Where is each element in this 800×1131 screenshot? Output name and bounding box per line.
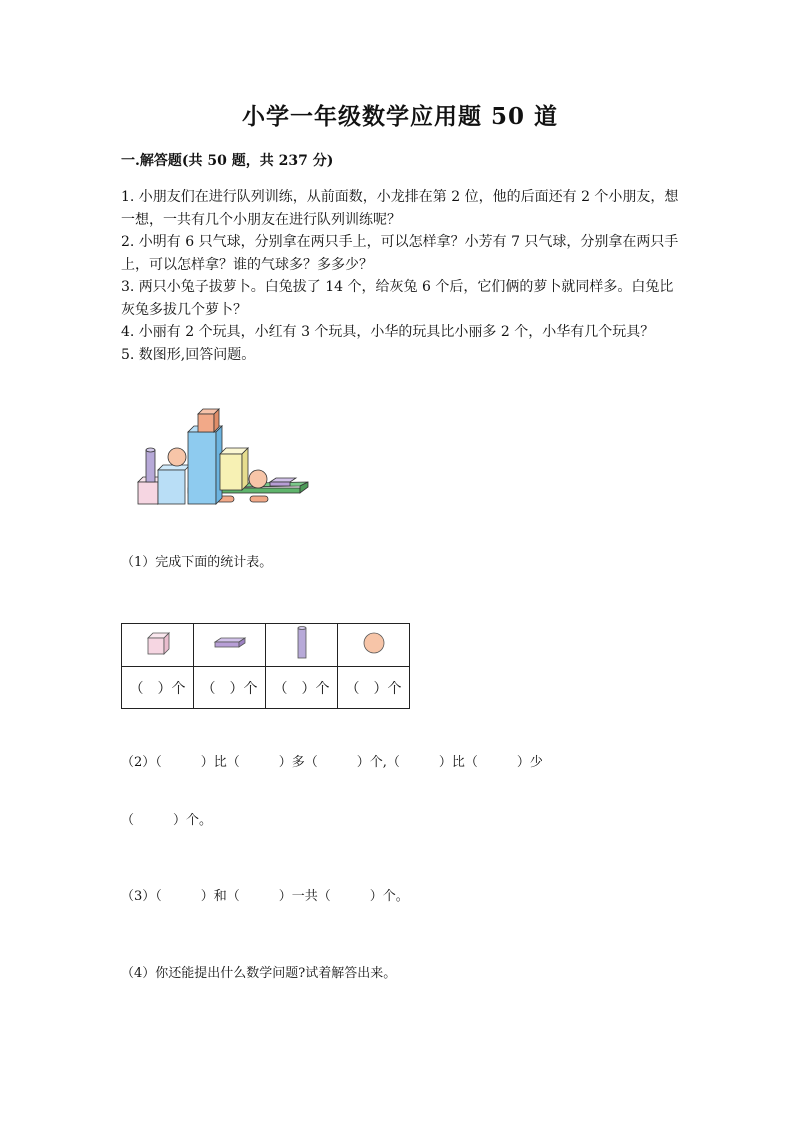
- light-blue-cube: [158, 470, 185, 504]
- yellow-cuboid: [220, 454, 242, 490]
- section-heading: 一.解答题(共 50 题，共 237 分): [121, 153, 334, 169]
- count-cell: （ ）个: [338, 667, 410, 709]
- flat-cuboid-icon: [212, 633, 248, 653]
- sphere-board: [249, 470, 267, 488]
- flat-cuboid-cell: [194, 624, 266, 667]
- cylinder-cell: [266, 624, 338, 667]
- sub-question-2-line-1: （2）（ ）比（ ）多（ ）个,（ ）比（ ）少: [121, 755, 543, 770]
- blocks-illustration: [130, 402, 315, 514]
- question-5: 5. 数图形,回答问题。: [121, 346, 256, 363]
- count-cell: （ ）个: [194, 667, 266, 709]
- sphere-icon: [361, 630, 387, 656]
- page-title: 小学一年级数学应用题 50 道: [241, 103, 559, 130]
- count-cell: （ ）个: [266, 667, 338, 709]
- statistics-table: [121, 623, 410, 709]
- count-row: [122, 667, 410, 709]
- tall-blue-cuboid: [188, 432, 216, 504]
- count-cell: （ ）个: [122, 667, 194, 709]
- pink-cube: [138, 482, 158, 504]
- cylinder: [146, 450, 155, 482]
- cube-cell: [122, 624, 194, 667]
- sub-question-1: （1）完成下面的统计表。: [121, 555, 273, 570]
- cube-icon: [143, 628, 173, 658]
- icon-row: [122, 624, 410, 667]
- flat-cuboid: [270, 482, 290, 486]
- orange-cube: [198, 414, 214, 432]
- question-3: 3. 两只小兔子拔萝卜。白兔拔了 14 个，给灰兔 6 个后，它们俩的萝卜就同样多。白兔比灰兔多拔几个萝卜？: [121, 279, 674, 318]
- cylinder-icon: [295, 625, 309, 661]
- question-1: 1. 小朋友们在进行队列训练，从前面数，小龙排在第 2 位，他的后面还有 2 个小朋友，想一想，一共有几个小朋友在进行队列训练呢？: [121, 189, 679, 228]
- question-list: [121, 186, 681, 366]
- sphere-top: [168, 448, 186, 466]
- sphere-cell: [338, 624, 410, 667]
- sub-question-4: （4）你还能提出什么数学问题?试着解答出来。: [121, 966, 397, 981]
- roller-right: [250, 496, 268, 502]
- question-2: 2. 小明有 6 只气球，分别拿在两只手上，可以怎样拿？小芳有 7 只气球，分别拿在两只手上，可以怎样拿？谁的气球多？多多少？: [121, 234, 679, 273]
- sub-question-2-line-2: （ ）个。: [121, 813, 213, 828]
- sub-question-3: （3）（ ）和（ ）一共（ ）个。: [121, 889, 409, 904]
- question-4: 4. 小丽有 2 个玩具，小红有 3 个玩具，小华的玩具比小丽多 2 个，小华有几个玩具？: [121, 324, 655, 340]
